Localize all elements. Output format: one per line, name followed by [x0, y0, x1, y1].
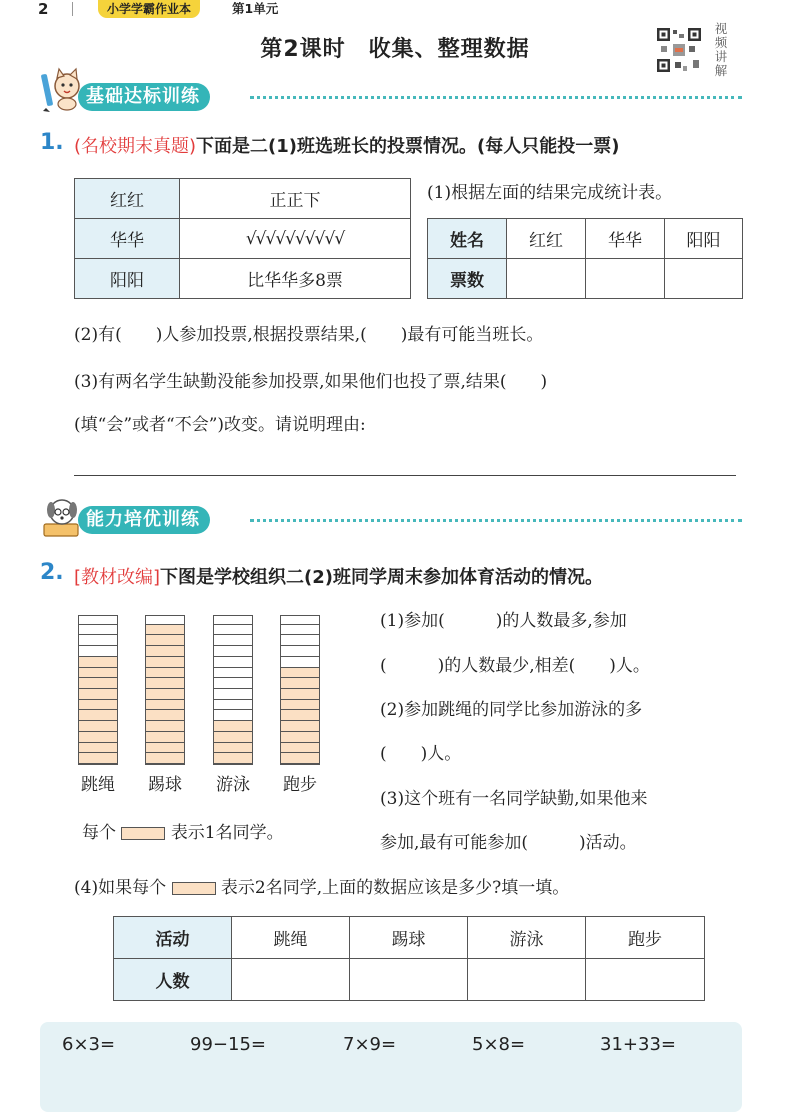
bar-unit-cell — [214, 710, 252, 721]
calc-item[interactable]: 6×3= — [62, 1034, 116, 1055]
brand-tag: 小学学霸作业本 — [98, 0, 200, 18]
qr-code-icon[interactable] — [655, 26, 703, 74]
question-number: 2. — [40, 560, 64, 585]
q1-part3-text-cont: (填“会”或者“不会”)改变。请说明理由: — [74, 415, 366, 435]
bar-unit-cell — [79, 635, 117, 646]
activity-table — [113, 916, 705, 1001]
calculation-strip — [40, 1022, 742, 1112]
question-number: 1. — [40, 130, 64, 155]
activity-header: 游泳 — [468, 917, 586, 959]
calc-item[interactable]: 31+33= — [600, 1034, 676, 1055]
activity-answer-cell[interactable] — [350, 959, 468, 1001]
header-divider — [72, 2, 73, 16]
question-prompt: 下面是二(1)班选班长的投票情况。(每人只能投一票) — [196, 136, 620, 157]
stat-header: 阳阳 — [665, 219, 743, 259]
section-banner-advanced: 能力培优训练 — [78, 506, 210, 534]
page-number: 2 — [38, 0, 49, 18]
question-tag: (名校期末真题) — [74, 136, 197, 157]
bar-unit-cell — [281, 657, 319, 668]
question-text — [74, 563, 603, 589]
vote-name: 阳阳 — [75, 259, 180, 299]
bar-unit-cell — [281, 710, 319, 721]
stat-header: 红红 — [507, 219, 586, 259]
answer-line[interactable] — [74, 475, 736, 476]
bar-unit-cell — [79, 625, 117, 636]
calc-item[interactable]: 5×8= — [472, 1034, 526, 1055]
section-divider — [250, 519, 742, 522]
legend-swatch — [172, 882, 216, 895]
bar-unit-cell — [79, 668, 117, 679]
bar-unit-cell — [146, 635, 184, 646]
bar-unit-cell — [146, 689, 184, 700]
bar-跑步 — [280, 615, 320, 765]
q2-part2-text: (2)参加跳绳的同学比参加游泳的多 — [380, 700, 643, 720]
vote-value: 比华华多8票 — [180, 259, 411, 299]
bar-unit-cell — [281, 689, 319, 700]
legend-prefix: 每个 — [82, 823, 116, 843]
bar-unit-cell — [214, 668, 252, 679]
q1-part3-text: (3)有两名学生缺勤没能参加投票,如果他们也投了票,结果( ) — [74, 372, 548, 392]
bar-unit-cell — [281, 646, 319, 657]
bar-unit-cell — [281, 635, 319, 646]
bar-unit-cell — [146, 625, 184, 636]
bar-unit-cell — [281, 625, 319, 636]
bar-unit-cell — [146, 668, 184, 679]
bar-unit-cell — [146, 700, 184, 711]
bar-unit-cell — [79, 689, 117, 700]
category-label: 跳绳 — [81, 775, 115, 795]
bar-unit-cell — [281, 732, 319, 743]
bar-unit-cell — [214, 635, 252, 646]
vote-name: 红红 — [75, 179, 180, 219]
question-prompt: 下图是学校组织二(2)班同学周末参加体育活动的情况。 — [160, 567, 604, 588]
vote-value: 正正下 — [180, 179, 411, 219]
activity-answer-cell[interactable] — [232, 959, 350, 1001]
bar-unit-cell — [214, 753, 252, 764]
q2-part2-text-cont: ( )人。 — [380, 744, 462, 764]
bar-unit-cell — [281, 668, 319, 679]
stat-answer-cell[interactable] — [665, 259, 743, 299]
bar-unit-cell — [79, 743, 117, 754]
bar-unit-cell — [79, 721, 117, 732]
q2-part1-text-cont: ( )的人数最少,相差( )人。 — [380, 656, 650, 676]
bar-unit-cell — [281, 743, 319, 754]
bar-unit-cell — [146, 721, 184, 732]
category-label: 踢球 — [148, 775, 182, 795]
bar-unit-cell — [281, 700, 319, 711]
q2-part1-text: (1)参加( )的人数最多,参加 — [380, 611, 627, 631]
bar-unit-cell — [79, 753, 117, 764]
bar-unit-cell — [79, 657, 117, 668]
bar-unit-cell — [146, 657, 184, 668]
bar-unit-cell — [79, 646, 117, 657]
bar-unit-cell — [214, 732, 252, 743]
bar-unit-cell — [281, 678, 319, 689]
bar-unit-cell — [146, 753, 184, 764]
stat-table — [427, 218, 743, 299]
stat-header: 姓名 — [428, 219, 507, 259]
pencil-cat-icon — [40, 66, 82, 112]
activity-header: 跳绳 — [232, 917, 350, 959]
q1-part2-text: (2)有( )人参加投票,根据投票结果,( )最有可能当班长。 — [74, 325, 544, 345]
bar-踢球 — [145, 615, 185, 765]
bar-跳绳 — [78, 615, 118, 765]
q2-part4-text — [74, 873, 569, 898]
bar-unit-cell — [79, 700, 117, 711]
vote-table — [74, 178, 411, 299]
activity-header: 活动 — [114, 917, 232, 959]
activity-header: 踢球 — [350, 917, 468, 959]
bar-unit-cell — [281, 753, 319, 764]
bar-unit-cell — [146, 743, 184, 754]
activity-header: 跑步 — [586, 917, 705, 959]
bar-unit-cell — [214, 689, 252, 700]
bar-unit-cell — [281, 614, 319, 625]
bar-unit-cell — [214, 700, 252, 711]
bar-unit-cell — [146, 710, 184, 721]
chart-legend — [82, 818, 284, 843]
q2-part3-text: (3)这个班有一名同学缺勤,如果他来 — [380, 789, 648, 809]
q2-part3-text-cont: 参加,最有可能参加( )活动。 — [380, 833, 637, 853]
activity-bar-chart — [78, 615, 338, 765]
question-tag: [教材改编] — [74, 567, 161, 588]
legend-swatch — [121, 827, 165, 840]
bar-unit-cell — [281, 721, 319, 732]
video-explanation-label: 视频讲解 — [714, 21, 728, 78]
bar-游泳 — [213, 615, 253, 765]
calc-item[interactable]: 7×9= — [343, 1034, 397, 1055]
legend-suffix: 表示1名同学。 — [170, 823, 284, 843]
bar-unit-cell — [146, 646, 184, 657]
bar-unit-cell — [79, 732, 117, 743]
bar-unit-cell — [214, 657, 252, 668]
stat-answer-cell[interactable] — [586, 259, 665, 299]
bar-unit-cell — [214, 614, 252, 625]
bar-unit-cell — [214, 646, 252, 657]
unit-label: 第1单元 — [232, 1, 279, 16]
part4-suffix: 表示2名同学,上面的数据应该是多少?填一填。 — [220, 878, 570, 898]
bar-unit-cell — [79, 678, 117, 689]
section-banner-basic: 基础达标训练 — [78, 83, 210, 111]
stat-header: 华华 — [586, 219, 665, 259]
question-text — [74, 132, 619, 158]
bar-unit-cell — [146, 614, 184, 625]
activity-answer-cell[interactable] — [468, 959, 586, 1001]
category-label: 跑步 — [283, 775, 317, 795]
lesson-title: 第2课时 收集、整理数据 — [260, 37, 530, 62]
q1-part1-text: (1)根据左面的结果完成统计表。 — [427, 183, 673, 203]
bar-unit-cell — [214, 721, 252, 732]
activity-answer-cell[interactable] — [586, 959, 705, 1001]
part4-prefix: (4)如果每个 — [74, 878, 167, 898]
category-label: 游泳 — [216, 775, 250, 795]
stat-row-label: 票数 — [428, 259, 507, 299]
bar-unit-cell — [214, 743, 252, 754]
bar-unit-cell — [214, 625, 252, 636]
bar-unit-cell — [146, 732, 184, 743]
bar-unit-cell — [79, 614, 117, 625]
bar-unit-cell — [79, 710, 117, 721]
vote-name: 华华 — [75, 219, 180, 259]
stat-answer-cell[interactable] — [507, 259, 586, 299]
calc-item[interactable]: 99−15= — [190, 1034, 266, 1055]
section-divider — [250, 96, 742, 99]
bar-unit-cell — [214, 678, 252, 689]
activity-row-label: 人数 — [114, 959, 232, 1001]
vote-value: √√√√√√√√√√ — [180, 219, 411, 259]
bar-unit-cell — [146, 678, 184, 689]
